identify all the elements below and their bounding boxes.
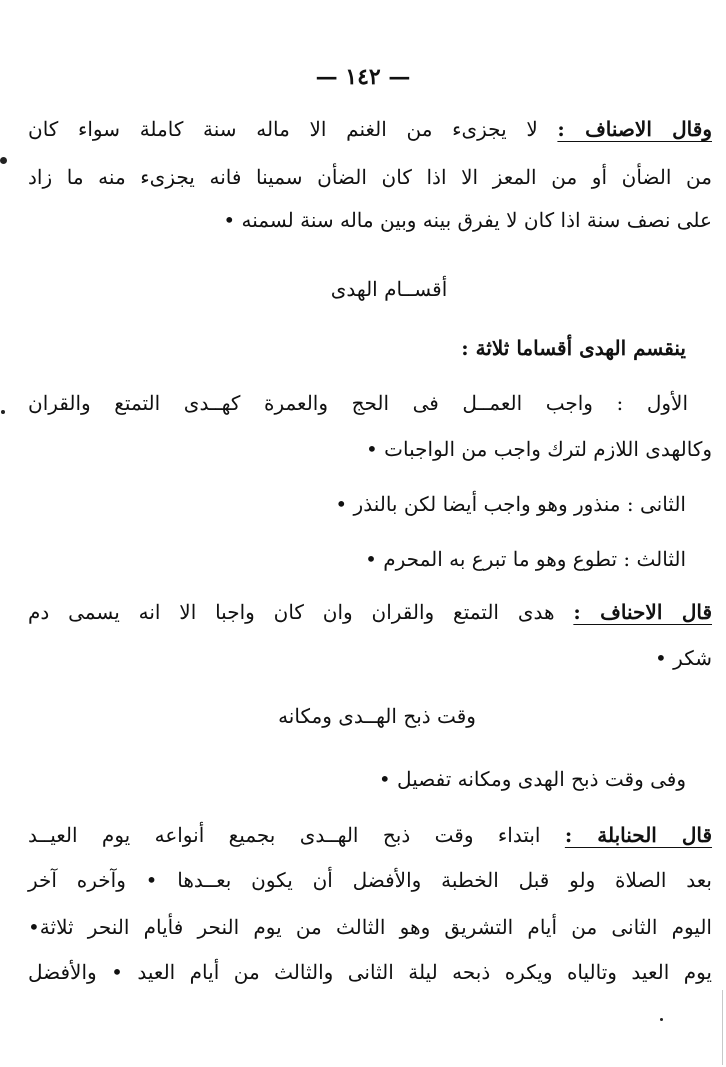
paragraph-line: على نصف سنة اذا كان لا يفرق بينه وبين ماله سنة لسمنه • [223, 208, 712, 232]
scan-speck [0, 157, 7, 164]
school-label-asnaf: وقال الاصناف : [557, 117, 712, 141]
line-text: لا يجزىء من الغنم الا ماله سنة كاملة سواء كان [28, 117, 538, 141]
paragraph-line: الأول : واجب العمــل فى الحج والعمرة كهــدى التمتع والقران [28, 391, 688, 415]
paragraph-line [28, 114, 712, 144]
page-number: — ١٤٢ — [315, 64, 411, 90]
scan-speck [1, 410, 5, 414]
paragraph-line [28, 597, 712, 627]
paragraph-line: شكر • [655, 646, 712, 670]
paragraph-line: اليوم الثانى من أيام التشريق وهو الثالث من يوم النحر فأيام النحر ثلاثة• [28, 915, 712, 939]
paragraph-line: بعد الصلاة ولو قبل الخطبة والأفضل أن يكون بعــدها • وآخره آخر [28, 868, 712, 892]
paragraph-line: وفى وقت ذبح الهدى ومكانه تفصيل • [378, 767, 686, 791]
paragraph-line: الثالث : تطوع وهو ما تبرع به المحرم • [365, 547, 686, 571]
section-heading: وقت ذبح الهــدى ومكانه [278, 704, 476, 728]
paragraph-line: وكالهدى اللازم لترك واجب من الواجبات • [366, 437, 712, 461]
line-text: هدى التمتع والقران وان كان واجبا الا انه يسمى دم [28, 600, 555, 624]
line-text: ابتداء وقت ذبح الهــدى بجميع أنواعه يوم العيــد [28, 823, 541, 847]
paragraph-line [28, 820, 712, 850]
scan-speck [660, 1018, 663, 1021]
paragraph-line: الثانى : منذور وهو واجب أيضا لكن بالنذر • [335, 492, 686, 516]
school-label-ahnaf: قال الاحناف : [573, 600, 712, 624]
school-label-hanabila: قال الحنابلة : [564, 823, 713, 847]
page-edge-line [722, 990, 723, 1065]
section-heading: أقســام الهدى [330, 277, 448, 301]
paragraph-line: يوم العيد وتالياه ويكره ذبحه ليلة الثانى والثالث من أيام العيد • والأفضل [28, 960, 712, 984]
paragraph-line: ينقسم الهدى أقساما ثلاثة : [461, 336, 686, 360]
paragraph-line: من الضأن أو من المعز الا اذا كان الضأن سمينا فانه يجزىء منه ما زاد [28, 165, 712, 189]
